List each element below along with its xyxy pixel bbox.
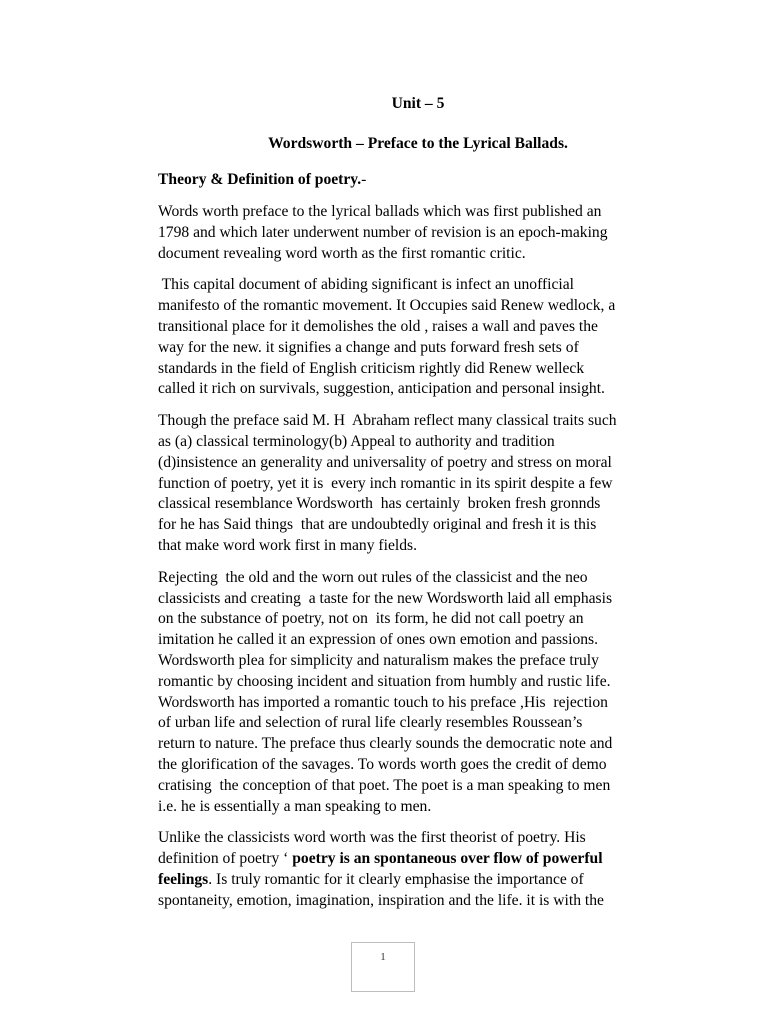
paragraph [158, 202, 678, 264]
definition-prefix: definition of poetry ‘ [158, 850, 293, 868]
section-heading-text: Theory & Definition of poetry. [158, 171, 362, 189]
paragraph-line: on the substance of poetry, not on its form, he did not call poetry an [158, 610, 584, 628]
paragraph-line: standards in the field of English criticism rightly did Renew welleck [158, 359, 585, 377]
paragraph-line: imitation he called it an expression of ones own emotion and passions. [158, 631, 599, 649]
document-page [158, 94, 678, 922]
definition-quote: poetry is an spontaneous over flow of powerful [292, 850, 603, 868]
paragraph [158, 275, 678, 400]
paragraph-line: cratising the conception of that poet. The poet is a man speaking to men [158, 776, 611, 794]
paragraph-line: transitional place for it demolishes the old , raises a wall and paves the [158, 317, 598, 335]
paragraph-line: manifesto of the romantic movement. It Occupies said Renew wedlock, a [158, 297, 616, 315]
paragraph-line: called it rich on survivals, suggestion, anticipation and personal insight. [158, 380, 605, 398]
paragraph-line [158, 870, 678, 891]
paragraph-line: Unlike the classicists word worth was the first theorist of poetry. His [158, 829, 586, 847]
unit-heading: Unit – 5 [391, 95, 445, 112]
definition-quote-end: feelings [158, 870, 209, 888]
section-heading-suffix: - [361, 171, 367, 189]
paragraph-line: Though the preface said M. H Abraham reflect many classical traits such [158, 412, 617, 430]
page-number: 1 [380, 951, 386, 963]
paragraph-line: way for the new. it signifies a change and puts forward fresh sets of [158, 338, 579, 356]
section-heading [158, 170, 678, 191]
paragraph-line: 1798 and which later underwent number of revision is an epoch-making [158, 223, 608, 241]
paragraph-line: Wordsworth has imported a romantic touch to his preface ,His rejection [158, 693, 608, 711]
paragraph-line: for he has Said things that are undoubtedly original and fresh it is this [158, 516, 597, 534]
paragraph-line: of urban life and selection of rural life clearly resembles Roussean’s [158, 714, 583, 732]
paragraph [158, 568, 678, 818]
paragraph-line: that make word work first in many fields. [158, 536, 417, 554]
paragraph-line: spontaneity, emotion, imagination, inspiration and the life. it is with the [158, 891, 604, 909]
page-number-box [351, 942, 415, 992]
paragraph-line: Wordsworth plea for simplicity and naturalism makes the preface truly [158, 651, 599, 669]
paragraph-line: classical resemblance Wordsworth has certainly broken fresh gronnds [158, 495, 601, 513]
paragraph-line: return to nature. The preface thus clearly sounds the democratic note and [158, 735, 613, 753]
paragraph-line: This capital document of abiding significant is infect an unofficial [158, 276, 575, 294]
paragraph-line: romantic by choosing incident and situation from humbly and rustic life. [158, 672, 611, 690]
paragraph-line: as (a) classical terminology(b) Appeal to authority and tradition [158, 432, 555, 450]
paragraph-line: function of poetry, yet it is every inch romantic in its spirit despite a few [158, 474, 613, 492]
paragraph-line: document revealing word worth as the first romantic critic. [158, 244, 526, 262]
paragraph-line: Words worth preface to the lyrical ballads which was first published an [158, 202, 602, 220]
paragraph-line: i.e. he is essentially a man speaking to men. [158, 797, 432, 815]
paragraph-line: the glorification of the savages. To words worth goes the credit of demo [158, 755, 607, 773]
paragraph-line: (d)insistence an generality and universality of poetry and stress on moral [158, 453, 612, 471]
body-paragraphs [158, 202, 678, 817]
paragraph-line: classicists and creating a taste for the new Wordsworth laid all emphasis [158, 589, 613, 607]
document-title: Wordsworth – Preface to the Lyrical Ballads. [268, 134, 568, 152]
paragraph-definition [158, 828, 678, 911]
definition-rest: . Is truly romantic for it clearly emphasise the importance of [208, 870, 584, 888]
paragraph-line [158, 849, 678, 870]
paragraph-line: Rejecting the old and the worn out rules of the classicist and the neo [158, 568, 588, 586]
paragraph [158, 411, 678, 557]
